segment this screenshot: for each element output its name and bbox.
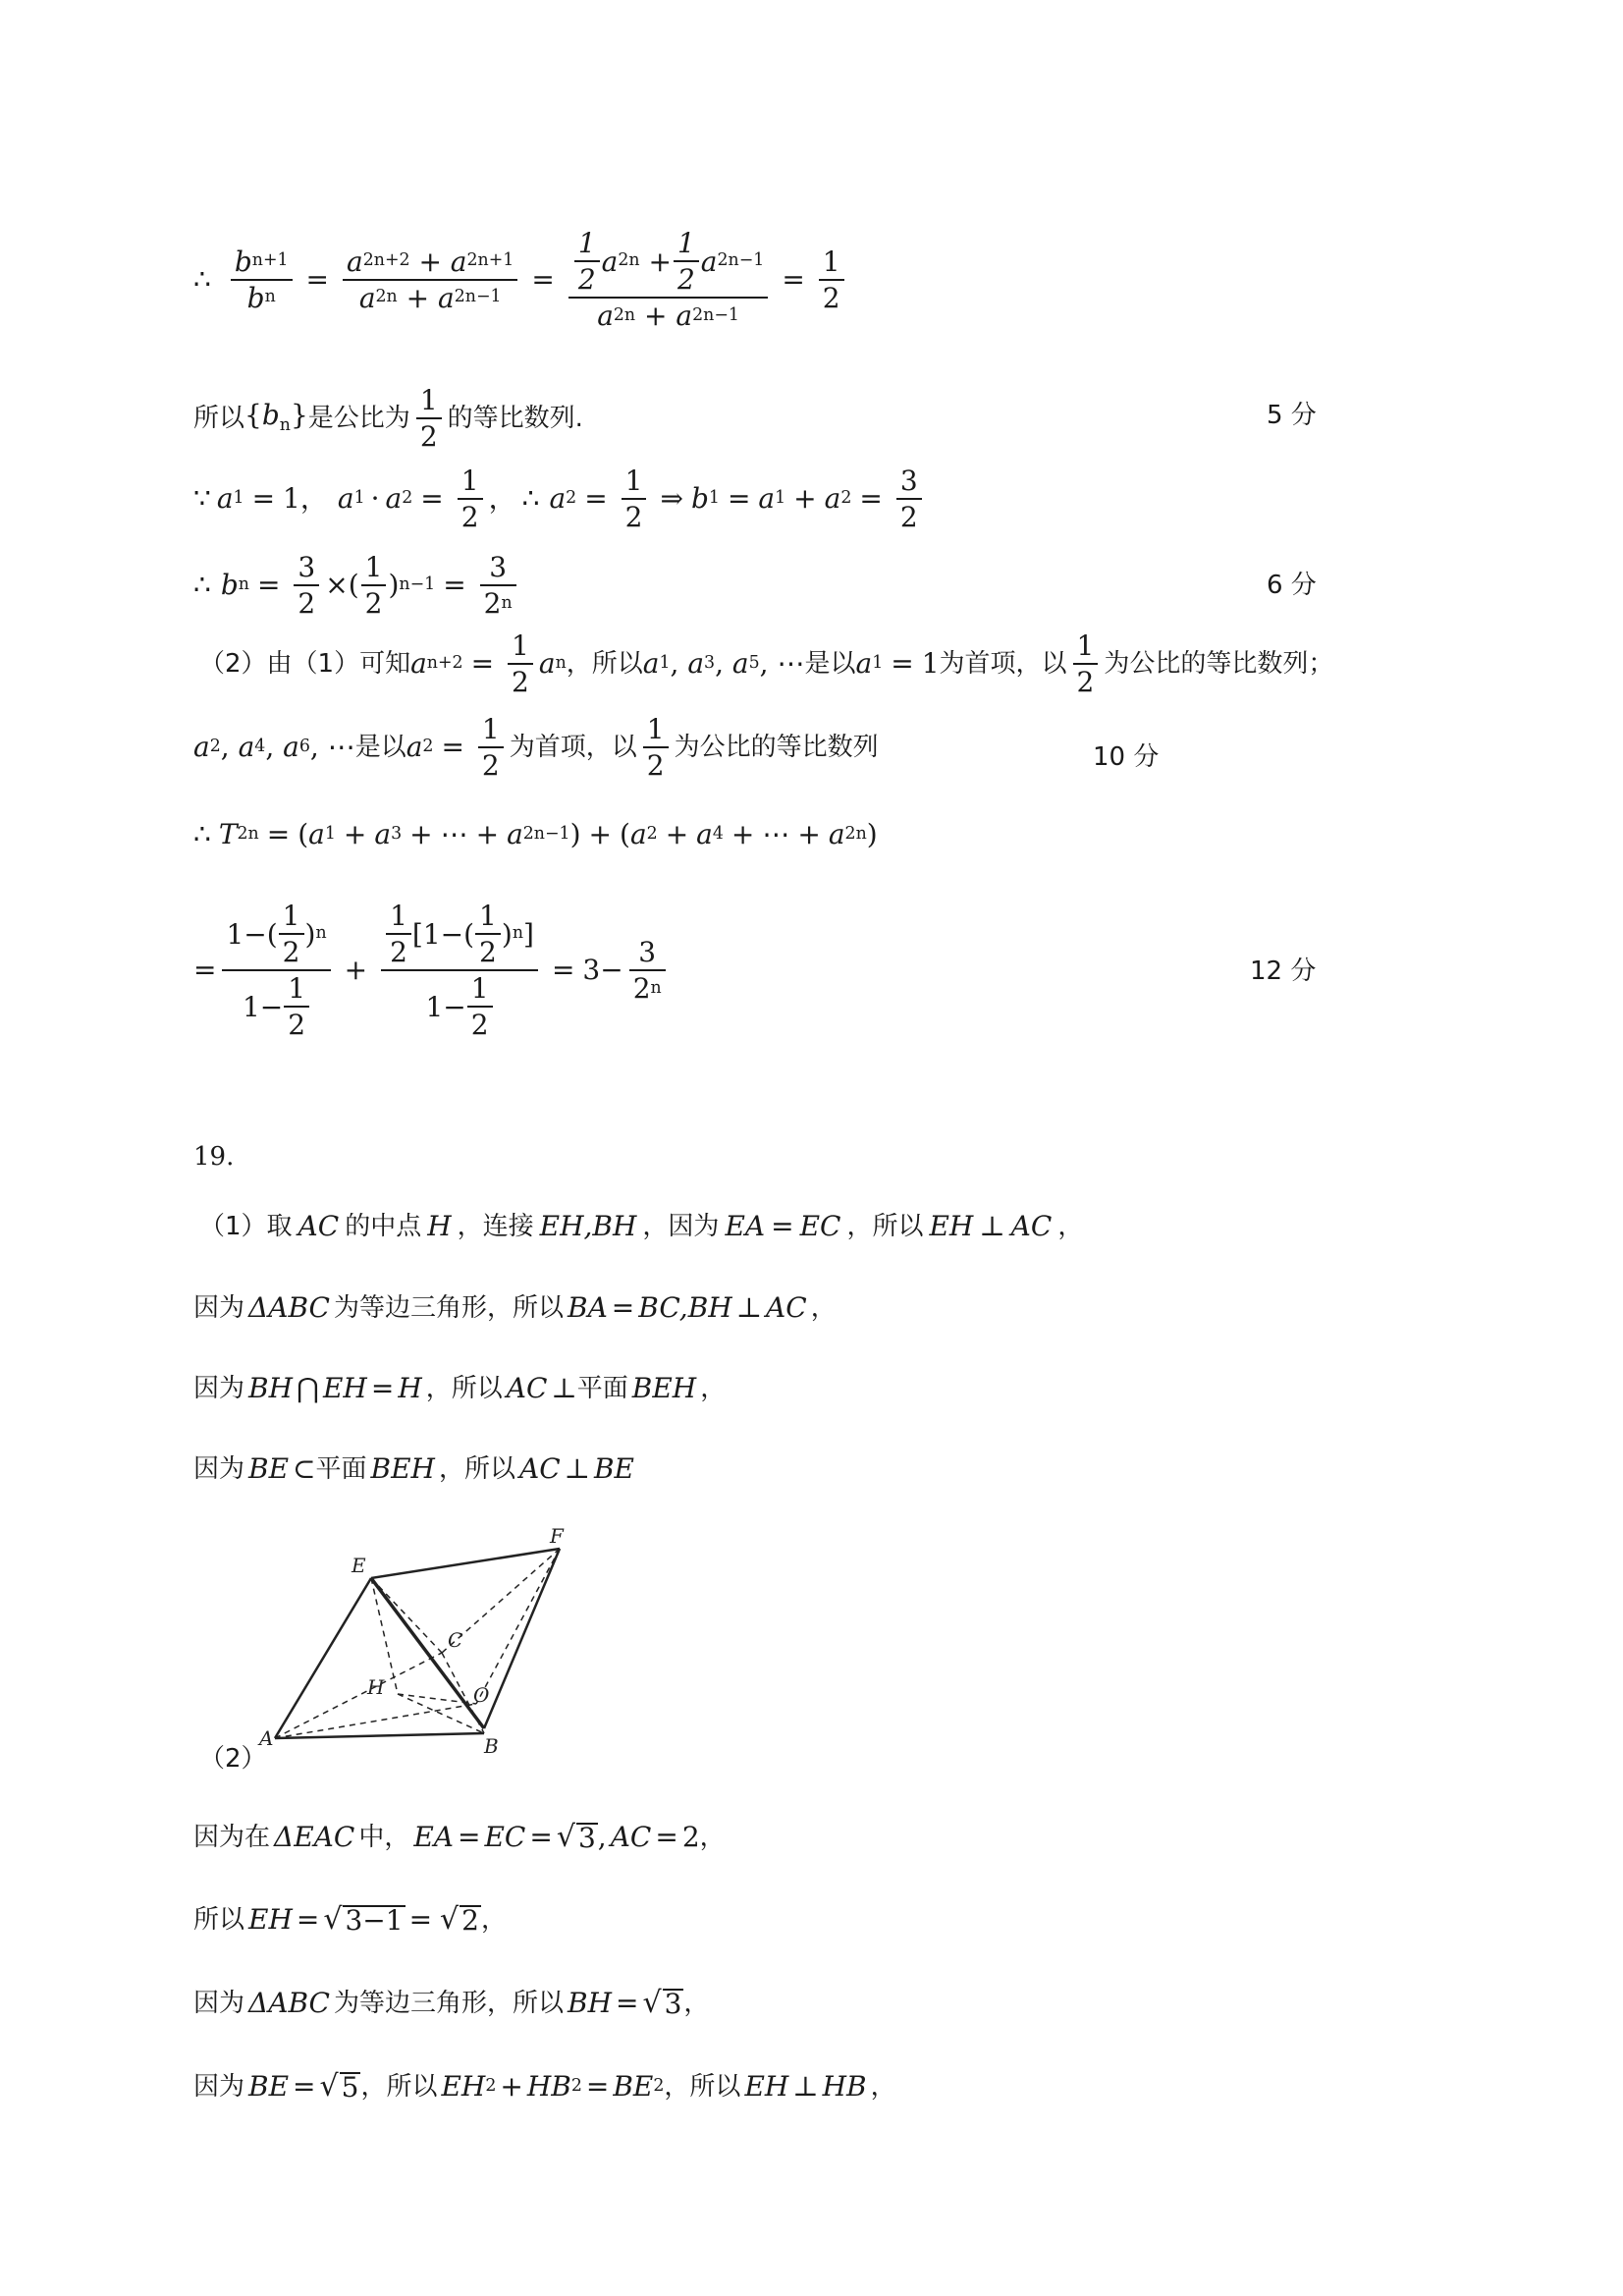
- text-segment: ，所以: [846, 1212, 924, 1241]
- text-segment: 的等比数列.: [447, 404, 583, 433]
- part2-odd-terms: （2）由（1）可知 a n+2 = $\frac{1}{2}$ a n ，所以 a 1 , a 3 , a 5 , ⋯ 是以 a 1 = 1 为首项，以 $\frac{1}{2}$ 为公比的等比数列；: [199, 629, 1334, 698]
- because-symbol: ∵: [193, 482, 211, 515]
- text-segment: ，所以: [360, 2072, 438, 2102]
- text-segment: ，: [870, 2072, 896, 2102]
- text-segment: 的中点: [345, 1212, 422, 1241]
- question-number-text: 19.: [193, 1142, 235, 1172]
- text-segment: 因为在: [193, 1823, 271, 1852]
- text-segment: ，: [700, 1374, 727, 1403]
- q19-line7: 因为 ΔABC 为等边三角形，所以 BH = √ 3 ，: [193, 1986, 710, 2020]
- text-segment: ，: [683, 1989, 710, 2018]
- label-O: O: [473, 1683, 490, 1707]
- text-segment: 为公比的等比数列: [674, 733, 879, 762]
- score-5: 5 分: [1267, 401, 1317, 430]
- text-segment: ，连接: [457, 1212, 534, 1241]
- a1-a2-equation: ∵ a 1 = 1 ， a 1 · a 2 = $\frac{1}{2}$ ， ∴ a 2 = $\frac{1}{2}$ ⇒ b 1 = a 1 + a 2 = $\frac{3}{2}$: [193, 464, 928, 534]
- ellipsis: ⋯: [762, 818, 790, 850]
- label-C: C: [448, 1628, 463, 1652]
- therefore-symbol: ∴: [193, 818, 211, 850]
- q19-part2-label: [199, 1746, 267, 1772]
- text-segment: 为首项，以: [939, 649, 1067, 679]
- text-segment: 因为: [193, 1454, 245, 1484]
- text-segment: 是公比为: [307, 404, 410, 433]
- text-segment: ，: [699, 1823, 726, 1852]
- q19-line1: （1）取 AC 的中点 H ，连接 EH,BH ，因为 EA = EC ，所以 EH ⊥ AC ，: [199, 1210, 1084, 1242]
- text-segment: 为等边三角形，所以: [333, 1293, 564, 1323]
- text-segment: 因为: [193, 1293, 245, 1323]
- therefore-symbol: ∴: [521, 482, 540, 515]
- therefore-symbol: ∴: [193, 569, 211, 601]
- text-segment: ，: [810, 1293, 837, 1323]
- text-segment: 是以: [354, 733, 406, 762]
- text-segment: ，所以: [664, 2072, 741, 2102]
- bn-formula: ∴ b n = $\frac{3}{2}$ ×( $\frac{1}{2}$ ) n−1 = 3 2 n: [193, 550, 522, 621]
- text-segment: 平面: [315, 1454, 367, 1484]
- text-segment: 为首项，以: [509, 733, 637, 762]
- text-segment: （2）由（1）可知: [199, 649, 411, 679]
- score-6: 6 分: [1267, 571, 1317, 600]
- text-segment: 平面: [576, 1374, 628, 1403]
- q19-line5: 因为在 ΔEAC 中， EA = EC = √ 3 , AC = 2 ，: [193, 1820, 726, 1854]
- text-segment: ，: [1057, 1212, 1084, 1241]
- part2-even-terms: a 2 , a 4 , a 6 , ⋯ 是以 a 2 = $\frac{1}{2}$ 为首项，以 $\frac{1}{2}$ 为公比的等比数列: [193, 713, 879, 782]
- therefore-symbol: ∴: [193, 262, 211, 296]
- question-number: [193, 1144, 234, 1170]
- text-segment: （1）取: [199, 1212, 293, 1241]
- label-H: H: [367, 1675, 385, 1699]
- text-segment: 中，: [358, 1823, 410, 1852]
- ellipsis: ⋯: [440, 818, 468, 850]
- q19-line4: 因为 BE ⊂ 平面 BEH ，所以 AC ⊥ BE: [193, 1452, 634, 1485]
- score-10: 10 分: [1093, 742, 1160, 772]
- geo-sequence-statement: 所以 $\{b_n\}$ 是公比为 $\frac{1}{2}$ 的等比数列.: [193, 384, 583, 453]
- label-F: F: [550, 1527, 564, 1548]
- b-ratio-equation: ∴ b n+1 b n = a 2n+2 + a 2n+1 a 2n + a 2n−1 = $\frac{1}{2}$ a 2n + $\frac{1}{2}$ a 2n−1 a 2n + a 2n−1 = $\frac{1}{2}$: [193, 226, 850, 333]
- q19-line3: 因为 BH ⋂ EH = H ，所以 AC ⊥ 平面 BEH ，: [193, 1372, 727, 1404]
- text-segment: 所以: [193, 404, 245, 433]
- text-segment: ，所以: [566, 649, 643, 679]
- label-B: B: [484, 1734, 499, 1753]
- text-segment: （2）: [199, 1744, 267, 1774]
- text-segment: ，: [480, 1905, 507, 1935]
- text-segment: 是以: [804, 649, 856, 679]
- text-segment: ，因为: [642, 1212, 720, 1241]
- label-A: A: [259, 1726, 274, 1750]
- text-segment: ，所以: [438, 1454, 515, 1484]
- t2n-expression: ∴ T 2n = ( a 1 + a 3 + ⋯ + a 2n−1 ) + ( a 2 + a 4 + ⋯ + a 2n ): [193, 818, 878, 850]
- q19-line2: 因为 ΔABC 为等边三角形，所以 BA = BC,BH ⊥ AC ，: [193, 1291, 837, 1324]
- text-segment: 为公比的等比数列；: [1104, 649, 1334, 679]
- ellipsis: ⋯: [777, 647, 805, 680]
- text-segment: ，所以: [425, 1374, 503, 1403]
- score-12: 12 分: [1250, 957, 1317, 986]
- text-segment: 因为: [193, 1989, 245, 2018]
- t2n-result: = 1−( $\frac{1}{2}$ ) n 1− $\frac{1}{2}$ + $\frac{1}{2}$ [1−( $\frac{1}{2}$ ) n ] 1− $\frac{1}{2}$ = 3− 3 2 n: [193, 899, 672, 1042]
- geometry-figure: [255, 1527, 579, 1753]
- q19-line6: 所以 EH = √ 3−1 = √ 2 ，: [193, 1902, 507, 1937]
- label-E: E: [352, 1554, 366, 1577]
- text-segment: 因为: [193, 1374, 245, 1403]
- text-segment: 所以: [193, 1905, 245, 1935]
- q19-line8: 因为 BE = √ 5 ，所以 EH 2 + HB 2 = BE 2 ，所以 EH ⊥ HB ，: [193, 2069, 896, 2104]
- ellipsis: ⋯: [327, 731, 355, 763]
- text-segment: 因为: [193, 2072, 245, 2102]
- text-segment: 为等边三角形，所以: [333, 1989, 564, 2018]
